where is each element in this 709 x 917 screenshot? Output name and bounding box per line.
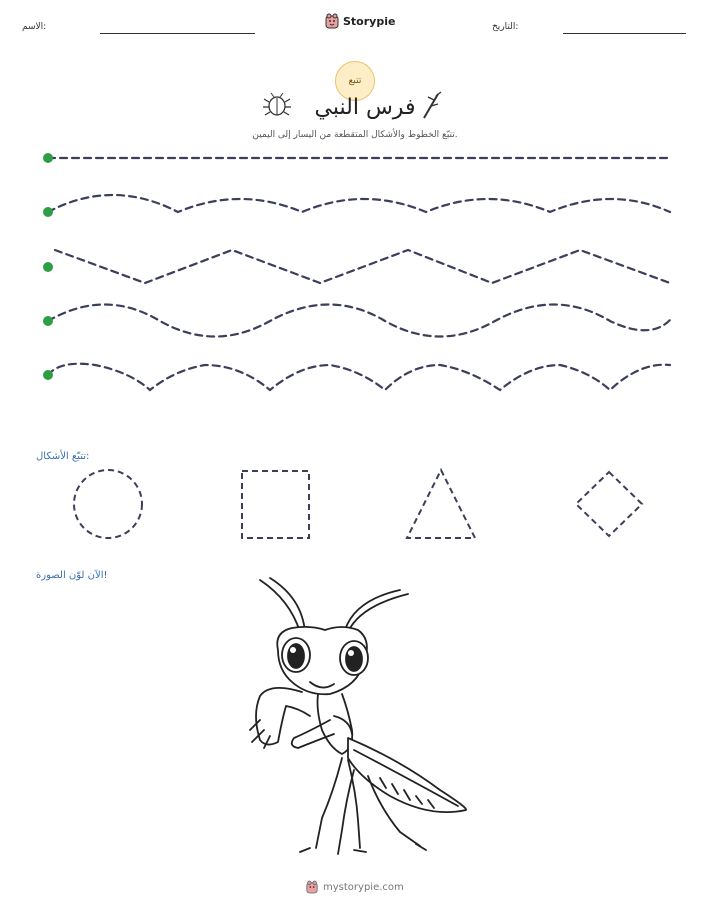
instructions: تتبّع الخطوط والأشكال المتقطعة من اليسار إلى اليمين. (252, 130, 458, 140)
page-title: فرس النبي (314, 95, 416, 120)
name-field[interactable] (100, 33, 255, 34)
trace-lines-area (0, 140, 709, 400)
start-dot-1 (43, 153, 53, 163)
badge-label: تتبع (348, 76, 362, 86)
color-section-label: الآن لوّن الصورة! (36, 570, 108, 581)
name-label: الاسم: (22, 22, 47, 32)
trace-shape-diamond (576, 472, 642, 536)
trace-line-zigzag (55, 250, 670, 283)
praying-mantis-illustration (230, 570, 480, 860)
trace-shape-square (242, 471, 309, 538)
brand-logo (325, 13, 395, 29)
trace-shape-triangle (407, 470, 475, 538)
twig-icon (420, 90, 444, 120)
mascot-icon (325, 13, 339, 29)
trace-line-wave (48, 195, 670, 212)
mascot-icon (306, 880, 318, 894)
date-label: التاريخ: (492, 22, 519, 32)
trace-line-bumps (48, 364, 670, 390)
start-dot-3 (43, 262, 53, 272)
start-dot-5 (43, 370, 53, 380)
trace-shapes-area (0, 460, 709, 550)
date-field[interactable] (563, 33, 686, 34)
trace-line-wave-2 (48, 305, 670, 337)
shapes-section-label: تتبّع الأشكال: (36, 451, 90, 462)
start-dot-4 (43, 316, 53, 326)
start-dot-2 (43, 207, 53, 217)
beetle-icon (262, 92, 292, 118)
trace-shape-circle (74, 470, 142, 538)
brand-name: Storypie (343, 14, 396, 28)
footer-site[interactable]: mystorypie.com (323, 881, 404, 893)
footer (306, 880, 404, 894)
